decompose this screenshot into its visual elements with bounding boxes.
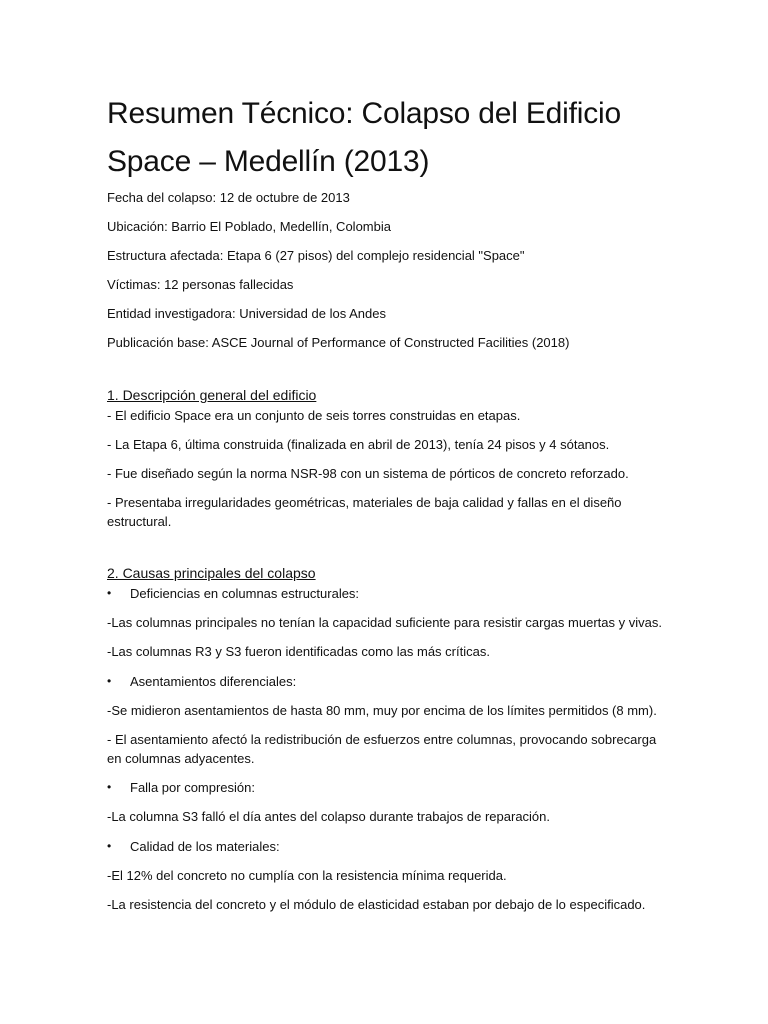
section-2-heading: 2. Causas principales del colapso [107,565,316,581]
section-1-item: - La Etapa 6, última construida (finalizada en abril de 2013), tenía 24 pisos y 4 sótanos. [107,437,610,452]
bullet-label: Falla por compresión: [130,780,255,795]
fact-publication: Publicación base: ASCE Journal of Performance of Constructed Facilities (2018) [107,335,570,350]
section-2-item: - El asentamiento afectó la redistribución de esfuerzos entre columnas, provocando sobrecarga en columnas adyacentes. [107,732,657,766]
document-title: Resumen Técnico: Colapso del Edificio Space – Medellín (2013) [107,97,621,178]
fact-date: Fecha del colapso: 12 de octubre de 2013 [107,190,350,205]
bullet-item [107,837,280,856]
bullet-icon: • [107,586,112,600]
section-2-item: -La columna S3 falló el día antes del colapso durante trabajos de reparación. [107,809,551,824]
section-2-item: -La resistencia del concreto y el módulo de elasticidad estaban por debajo de lo especificado. [107,897,646,912]
section-1-item: - Fue diseñado según la norma NSR-98 con un sistema de pórticos de concreto reforzado. [107,466,629,481]
fact-investigator: Entidad investigadora: Universidad de los Andes [107,306,386,321]
bullet-item [107,672,296,691]
fact-victims: Víctimas: 12 personas fallecidas [107,277,294,292]
bullet-icon: • [107,780,112,794]
bullet-item [107,778,255,797]
bullet-label: Asentamientos diferenciales: [130,674,297,689]
section-1-item: - Presentaba irregularidades geométricas, materiales de baja calidad y fallas en el diseño estructural. [107,495,622,529]
bullet-label: Calidad de los materiales: [130,839,280,854]
section-2-item: -El 12% del concreto no cumplía con la resistencia mínima requerida. [107,868,507,883]
section-2-item: -Las columnas principales no tenían la capacidad suficiente para resistir cargas muertas y vivas. [107,615,662,630]
bullet-label: Deficiencias en columnas estructurales: [130,586,360,601]
bullet-icon: • [107,839,112,853]
section-1-heading: 1. Descripción general del edificio [107,387,317,403]
section-1-item: - El edificio Space era un conjunto de seis torres construidas en etapas. [107,408,521,423]
bullet-icon: • [107,674,112,688]
bullet-item [107,584,359,603]
section-2-item: -Se midieron asentamientos de hasta 80 mm, muy por encima de los límites permitidos (8 mm). [107,703,657,718]
section-2-item: -Las columnas R3 y S3 fueron identificadas como las más críticas. [107,644,490,659]
fact-location: Ubicación: Barrio El Poblado, Medellín, Colombia [107,219,391,234]
fact-structure: Estructura afectada: Etapa 6 (27 pisos) del complejo residencial "Space" [107,248,525,263]
